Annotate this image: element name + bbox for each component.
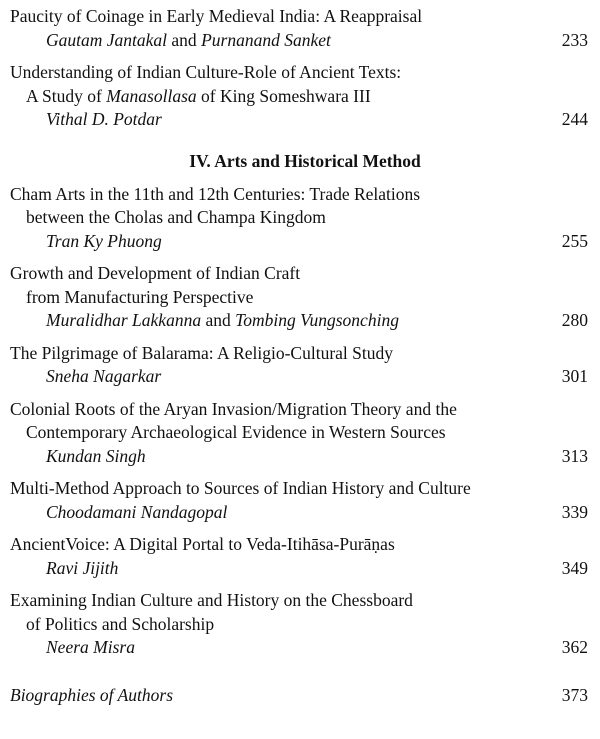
entry-authors bbox=[0, 501, 600, 525]
toc-entry[interactable] bbox=[0, 342, 600, 389]
entry-authors bbox=[0, 557, 600, 581]
page-number: 349 bbox=[561, 557, 588, 578]
page-number: 233 bbox=[561, 29, 588, 50]
page-number: 244 bbox=[561, 109, 588, 129]
toc-entry[interactable] bbox=[0, 533, 600, 580]
italic-text: Muralidhar Lakkanna bbox=[46, 310, 202, 330]
entry-title-line bbox=[0, 398, 600, 422]
entry-authors bbox=[0, 29, 600, 53]
text: Colonial Roots of the Aryan Invasion/Migration Theory and the bbox=[10, 398, 457, 419]
entry-authors bbox=[0, 445, 600, 469]
toc-entry[interactable] bbox=[0, 477, 600, 524]
toc-entry-biographies[interactable] bbox=[0, 684, 600, 708]
text: Multi-Method Approach to Sources of Indian History and Culture bbox=[10, 478, 471, 498]
entry-title-line bbox=[0, 286, 600, 310]
entry-title-line bbox=[0, 5, 600, 29]
text: Growth and Development of Indian Craft bbox=[10, 263, 301, 283]
italic-text: Kundan Singh bbox=[46, 445, 146, 466]
italic-text: Tran Ky Phuong bbox=[46, 230, 162, 251]
table-of-contents bbox=[0, 5, 600, 716]
entry-title: Biographies of Authors bbox=[10, 684, 174, 705]
toc-entry[interactable] bbox=[0, 589, 600, 660]
entry-title-line bbox=[0, 206, 600, 230]
text: of Politics and Scholarship bbox=[26, 613, 215, 634]
text: and bbox=[201, 310, 236, 330]
entry-authors bbox=[0, 230, 600, 254]
text: between the Cholas and Champa Kingdom bbox=[26, 207, 326, 227]
entry-authors bbox=[0, 636, 600, 660]
text: Understanding of Indian Culture-Role of Ancient Texts: bbox=[10, 62, 402, 82]
text: Examining Indian Culture and History on the Chessboard bbox=[10, 590, 413, 610]
text: Paucity of Coinage in Early Medieval India: A Reappraisal bbox=[10, 6, 423, 26]
text: AncientVoice: A Digital Portal to Veda-Itihāsa-Purāṇas bbox=[10, 534, 395, 554]
entries-before bbox=[0, 5, 600, 132]
page-number: 301 bbox=[561, 366, 588, 386]
text: from Manufacturing Perspective bbox=[26, 286, 254, 307]
entry-title-line bbox=[0, 183, 600, 207]
entry-title-line bbox=[0, 342, 600, 366]
entry-title-line bbox=[0, 262, 600, 286]
italic-text: Neera Misra bbox=[46, 637, 135, 657]
italic-text: Choodamani Nandagopal bbox=[46, 501, 228, 522]
entry-title-line bbox=[0, 533, 600, 557]
page-number: 339 bbox=[561, 501, 588, 522]
italic-text: Sneha Nagarkar bbox=[46, 366, 162, 386]
italic-text: Ravi Jijith bbox=[46, 557, 119, 578]
entry-authors bbox=[0, 309, 600, 333]
toc-entry[interactable] bbox=[0, 5, 600, 52]
entry-title-line bbox=[0, 613, 600, 637]
entry-title-line bbox=[0, 421, 600, 445]
text: Cham Arts in the 11th and 12th Centuries: Trade Relations bbox=[10, 183, 421, 204]
italic-text: Manasollasa bbox=[106, 85, 197, 106]
italic-text: Vithal D. Potdar bbox=[46, 109, 162, 129]
italic-text: Gautam Jantakal bbox=[46, 29, 168, 50]
page-number: 313 bbox=[561, 445, 588, 466]
toc-entry[interactable] bbox=[0, 183, 600, 254]
text: and bbox=[167, 29, 202, 50]
entry-title-line bbox=[0, 85, 600, 109]
page-number: 362 bbox=[561, 637, 588, 657]
toc-entry[interactable] bbox=[0, 61, 600, 132]
page-number: 280 bbox=[561, 310, 588, 330]
entry-title-line bbox=[0, 589, 600, 613]
page-number: 373 bbox=[561, 684, 588, 705]
toc-entry[interactable] bbox=[0, 262, 600, 333]
toc-entry[interactable] bbox=[0, 398, 600, 469]
page-number: 255 bbox=[561, 230, 588, 251]
entry-authors bbox=[0, 365, 600, 389]
text: The Pilgrimage of Balarama: A Religio-Cultural Study bbox=[10, 342, 393, 363]
text: Contemporary Archaeological Evidence in Western Sources bbox=[26, 422, 446, 442]
entries-after bbox=[0, 183, 600, 660]
entry-title-line bbox=[0, 61, 600, 85]
entry-title-line bbox=[0, 477, 600, 501]
italic-text: Tombing Vungsonching bbox=[235, 310, 399, 330]
entry-authors bbox=[0, 108, 600, 132]
section-heading: IV. Arts and Historical Method bbox=[189, 150, 421, 171]
italic-text: Purnanand Sanket bbox=[201, 29, 331, 50]
text: of King Someshwara III bbox=[196, 85, 371, 106]
text: A Study of bbox=[26, 85, 107, 106]
